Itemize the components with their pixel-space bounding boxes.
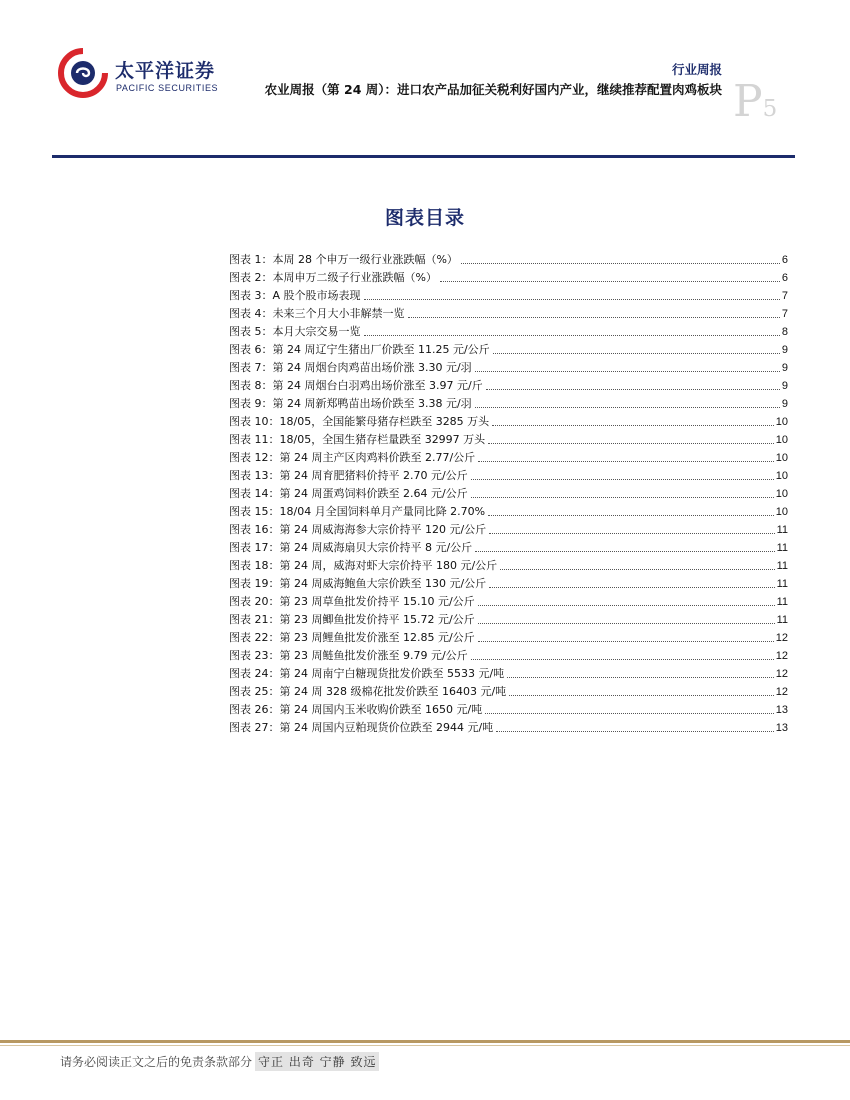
toc-entry-label[interactable]: 图表 1：本周 28 个申万一级行业涨跌幅（%） xyxy=(229,253,458,266)
toc-entry-label[interactable]: 图表 9：第 24 周新郑鸭苗出场价跌至 3.38 元/羽 xyxy=(229,397,472,410)
toc-entry-page[interactable]: 10 xyxy=(775,452,788,464)
toc-entry[interactable] xyxy=(229,521,788,539)
company-logo xyxy=(58,46,228,104)
logo-english-name: PACIFIC SECURITIES xyxy=(116,83,219,93)
toc-dot-leader xyxy=(461,263,780,264)
toc-entry[interactable] xyxy=(229,593,788,611)
toc-entry-page[interactable]: 6 xyxy=(781,254,788,266)
toc-entry-label[interactable]: 图表 25：第 24 周 328 级棉花批发价跌至 16403 元/吨 xyxy=(229,685,507,698)
toc-entry-label[interactable]: 图表 14：第 24 周蛋鸡饲料价跌至 2.64 元/公斤 xyxy=(229,487,468,500)
toc-dot-leader xyxy=(509,695,774,696)
toc-entry[interactable] xyxy=(229,359,788,377)
toc-dot-leader xyxy=(364,299,780,300)
toc-entry-page[interactable]: 10 xyxy=(775,506,788,518)
toc-entry[interactable] xyxy=(229,449,788,467)
toc-entry-page[interactable]: 12 xyxy=(775,632,788,644)
toc-entry-label[interactable]: 图表 22：第 23 周鲤鱼批发价涨至 12.85 元/公斤 xyxy=(229,631,475,644)
toc-entry[interactable] xyxy=(229,557,788,575)
toc-dot-leader xyxy=(500,569,774,570)
toc-entry[interactable] xyxy=(229,611,788,629)
toc-list xyxy=(229,251,788,737)
toc-entry-label[interactable]: 图表 7：第 24 周烟台肉鸡苗出场价涨 3.30 元/羽 xyxy=(229,361,472,374)
toc-dot-leader xyxy=(471,479,774,480)
toc-entry-label[interactable]: 图表 13：第 24 周育肥猪料价持平 2.70 元/公斤 xyxy=(229,469,468,482)
report-type-label: 行业周报 xyxy=(671,62,722,77)
footer xyxy=(60,1052,379,1071)
logo-chinese-name: 太平洋证券 xyxy=(115,60,216,82)
toc-entry-page[interactable]: 11 xyxy=(776,542,788,554)
toc-dot-leader xyxy=(488,443,774,444)
toc-entry-page[interactable]: 9 xyxy=(781,362,788,374)
toc-dot-leader xyxy=(440,281,780,282)
toc-entry-page[interactable]: 13 xyxy=(775,722,788,734)
toc-entry[interactable] xyxy=(229,377,788,395)
toc-entry-label[interactable]: 图表 23：第 23 周鲢鱼批发价涨至 9.79 元/公斤 xyxy=(229,649,468,662)
toc-entry-label[interactable]: 图表 10：18/05，全国能繁母猪存栏跌至 3285 万头 xyxy=(229,415,490,428)
toc-entry-page[interactable]: 7 xyxy=(781,308,788,320)
page-number-prefix: P xyxy=(733,76,763,127)
toc-dot-leader xyxy=(486,389,780,390)
toc-entry[interactable] xyxy=(229,485,788,503)
toc-dot-leader xyxy=(475,407,780,408)
toc-entry[interactable] xyxy=(229,647,788,665)
toc-dot-leader xyxy=(471,497,774,498)
toc-entry[interactable] xyxy=(229,629,788,647)
toc-entry[interactable] xyxy=(229,395,788,413)
page-number-value: 5 xyxy=(762,96,778,122)
toc-dot-leader xyxy=(475,371,780,372)
toc-entry-page[interactable]: 11 xyxy=(776,614,788,626)
toc-dot-leader xyxy=(478,623,775,624)
toc-dot-leader xyxy=(493,353,780,354)
toc-dot-leader xyxy=(408,317,780,318)
toc-entry-label[interactable]: 图表 16：第 24 周威海海参大宗价持平 120 元/公斤 xyxy=(229,523,487,536)
toc-entry-page[interactable]: 10 xyxy=(775,488,788,500)
toc-entry[interactable] xyxy=(229,683,788,701)
footer-motto: 守正 出奇 宁静 致远 xyxy=(255,1052,379,1071)
toc-entry-page[interactable]: 7 xyxy=(781,290,788,302)
toc-entry[interactable] xyxy=(229,323,788,341)
toc-entry-label[interactable]: 图表 12：第 24 周主产区肉鸡料价跌至 2.77/公斤 xyxy=(229,451,476,464)
toc-entry-label[interactable]: 图表 8：第 24 周烟台白羽鸡出场价涨至 3.97 元/斤 xyxy=(229,379,483,392)
footer-disclaimer: 请务必阅读正文之后的免责条款部分 xyxy=(60,1055,253,1069)
toc-dot-leader xyxy=(478,605,775,606)
toc-entry-page[interactable]: 13 xyxy=(775,704,788,716)
toc-entry[interactable] xyxy=(229,701,788,719)
toc-entry-label[interactable]: 图表 21：第 23 周鲫鱼批发价持平 15.72 元/公斤 xyxy=(229,613,475,626)
toc-entry-label[interactable]: 图表 6：第 24 周辽宁生猪出厂价跌至 11.25 元/公斤 xyxy=(229,343,490,356)
toc-entry-page[interactable]: 12 xyxy=(775,650,788,662)
toc-entry-page[interactable]: 8 xyxy=(781,326,788,338)
toc-dot-leader xyxy=(488,515,774,516)
page-number xyxy=(733,76,778,127)
toc-entry[interactable] xyxy=(229,503,788,521)
toc-dot-leader xyxy=(478,641,774,642)
toc-entry-label[interactable]: 图表 20：第 23 周草鱼批发价持平 15.10 元/公斤 xyxy=(229,595,475,608)
toc-entry[interactable] xyxy=(229,287,788,305)
toc-dot-leader xyxy=(489,587,774,588)
toc-entry-label[interactable]: 图表 27：第 24 周国内豆粕现货价位跌至 2944 元/吨 xyxy=(229,721,494,734)
toc-entry-page[interactable]: 10 xyxy=(775,434,788,446)
toc-dot-leader xyxy=(507,677,774,678)
toc-entry-page[interactable]: 11 xyxy=(776,578,788,590)
toc-dot-leader xyxy=(489,533,774,534)
toc-entry-page[interactable]: 11 xyxy=(776,524,788,536)
pacific-securities-logo-icon xyxy=(58,46,108,100)
toc-dot-leader xyxy=(364,335,780,336)
toc-entry-page[interactable]: 12 xyxy=(775,686,788,698)
toc-entry-label[interactable]: 图表 2：本周申万二级子行业涨跌幅（%） xyxy=(229,271,437,284)
toc-entry-label[interactable]: 图表 24：第 24 周南宁白糖现货批发价跌至 5533 元/吨 xyxy=(229,667,505,680)
toc-entry[interactable] xyxy=(229,305,788,323)
toc-entry-page[interactable]: 11 xyxy=(776,596,788,608)
toc-entry-label[interactable]: 图表 4：未来三个月大小非解禁一览 xyxy=(229,307,405,320)
header-divider xyxy=(52,155,795,158)
toc-entry-page[interactable]: 6 xyxy=(781,272,788,284)
toc-dot-leader xyxy=(478,461,774,462)
report-title: 农业周报（第 24 周）：进口农产品加征关税利好国内产业，继续推荐配置肉鸡板块 xyxy=(264,82,722,97)
toc-entry[interactable] xyxy=(229,575,788,593)
toc-dot-leader xyxy=(485,713,774,714)
toc-heading: 图表目录 xyxy=(384,207,465,229)
toc-dot-leader xyxy=(475,551,774,552)
toc-entry-page[interactable]: 11 xyxy=(776,560,788,572)
toc-entry[interactable] xyxy=(229,719,788,737)
toc-entry[interactable] xyxy=(229,413,788,431)
toc-dot-leader xyxy=(492,425,774,426)
toc-entry[interactable] xyxy=(229,269,788,287)
toc-entry[interactable] xyxy=(229,665,788,683)
toc-entry-page[interactable]: 10 xyxy=(775,470,788,482)
toc-entry-page[interactable]: 10 xyxy=(775,416,788,428)
footer-divider xyxy=(0,1040,850,1043)
toc-entry[interactable] xyxy=(229,539,788,557)
footer-divider-thin xyxy=(0,1045,850,1046)
toc-entry-label[interactable]: 图表 15：18/04 月全国饲料单月产量同比降 2.70% xyxy=(229,505,486,518)
toc-entry-page[interactable]: 9 xyxy=(781,398,788,410)
toc-entry-page[interactable]: 9 xyxy=(781,344,788,356)
toc-entry[interactable] xyxy=(229,341,788,359)
toc-entry-page[interactable]: 9 xyxy=(781,380,788,392)
toc-entry-label[interactable]: 图表 26：第 24 周国内玉米收购价跌至 1650 元/吨 xyxy=(229,703,483,716)
toc-entry[interactable] xyxy=(229,467,788,485)
toc-dot-leader xyxy=(471,659,774,660)
toc-entry-label[interactable]: 图表 18：第 24 周，威海对虾大宗价持平 180 元/公斤 xyxy=(229,559,498,572)
toc-dot-leader xyxy=(496,731,774,732)
toc-entry-label[interactable]: 图表 17：第 24 周威海扇贝大宗价持平 8 元/公斤 xyxy=(229,541,473,554)
toc-entry-label[interactable]: 图表 11：18/05，全国生猪存栏量跌至 32997 万头 xyxy=(229,433,486,446)
toc-entry-page[interactable]: 12 xyxy=(775,668,788,680)
toc-entry[interactable] xyxy=(229,251,788,269)
toc-entry-label[interactable]: 图表 5：本月大宗交易一览 xyxy=(229,325,361,338)
toc-entry[interactable] xyxy=(229,431,788,449)
toc-entry-label[interactable]: 图表 3：A 股个股市场表现 xyxy=(229,289,361,302)
toc-entry-label[interactable]: 图表 19：第 24 周威海鲍鱼大宗价跌至 130 元/公斤 xyxy=(229,577,487,590)
